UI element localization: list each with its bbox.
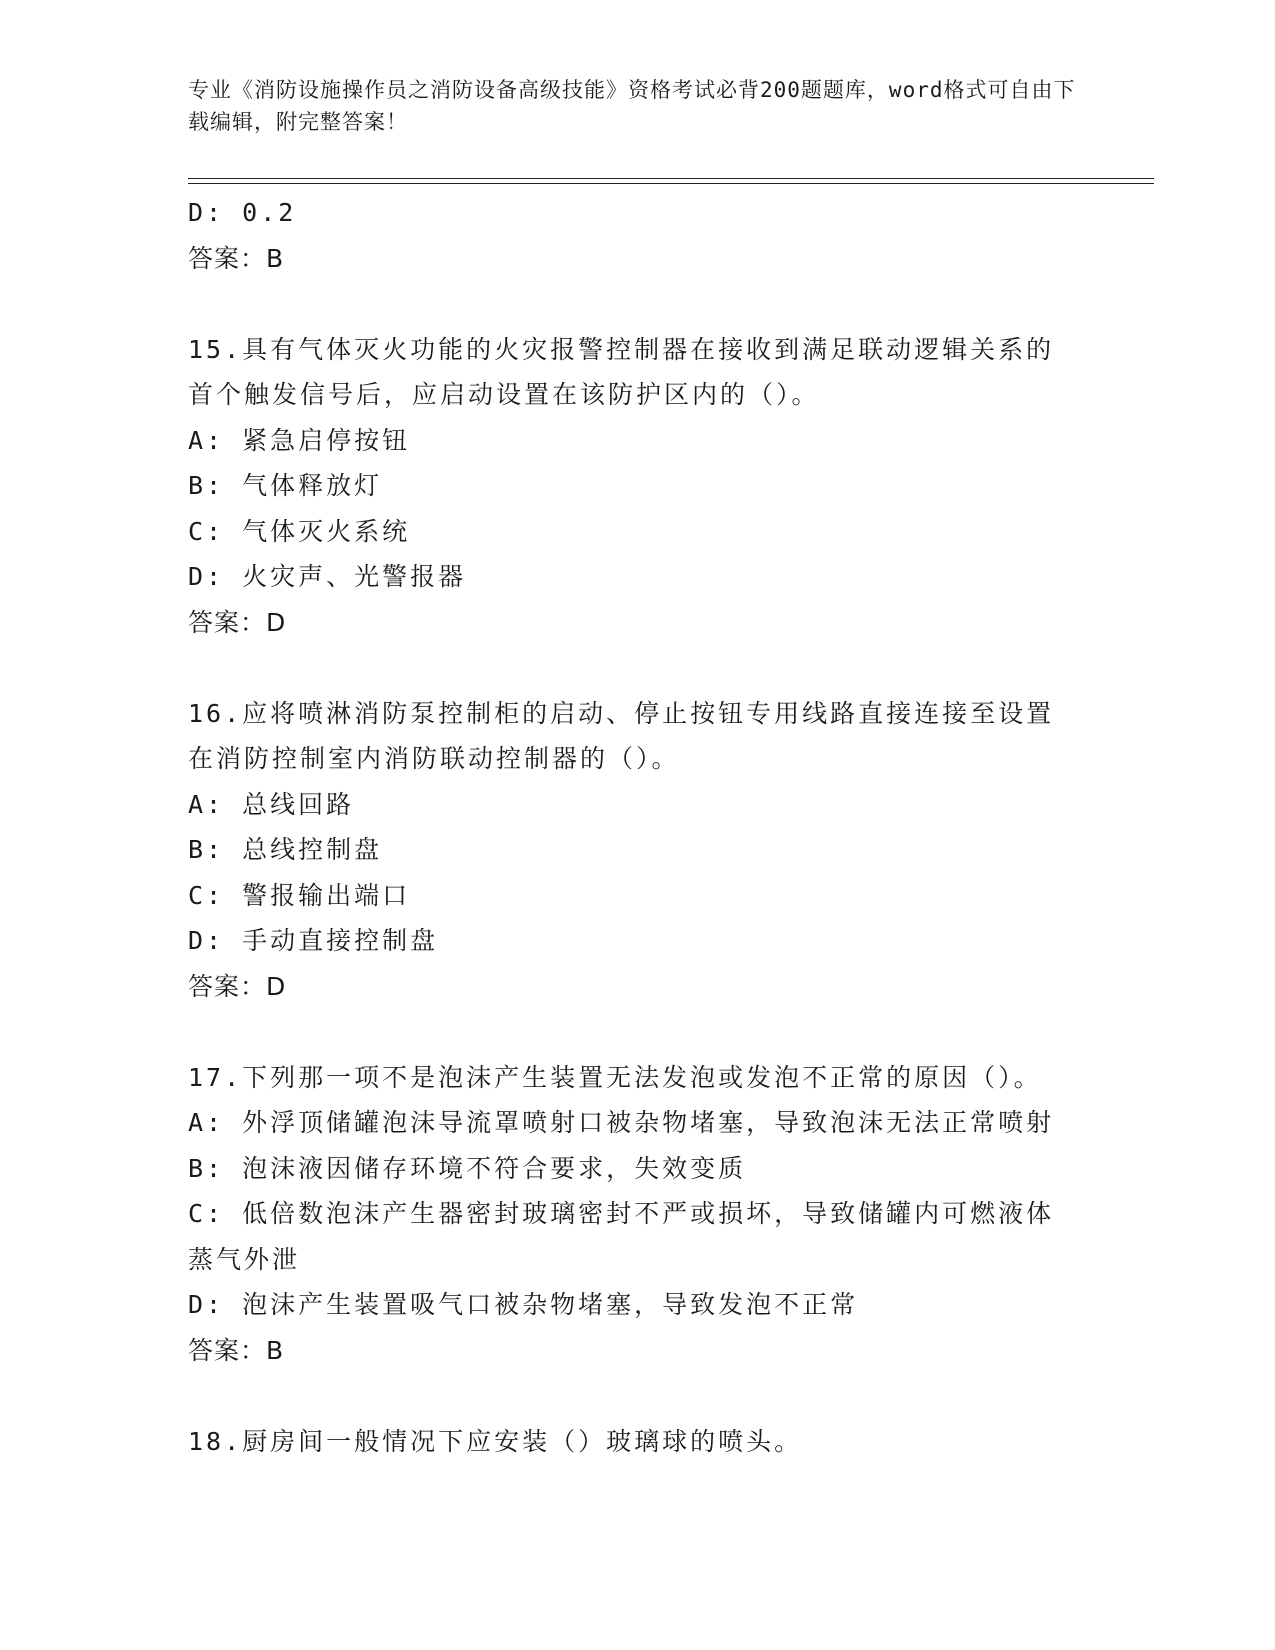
document-header: 专业《消防设施操作员之消防设备高级技能》资格考试必背200题题库，word格式可自由下载编辑，附完整答案！	[188, 78, 1076, 134]
prev-answer: 答案：B	[188, 243, 285, 273]
question-16-stem: 16.应将喷淋消防泵控制柜的启动、停止按钮专用线路直接连接至设置在消防控制室内消防联动控制器的（）。	[188, 698, 1055, 773]
question-15-option-a: A: 紧急启停按钮	[188, 425, 411, 455]
question-list	[188, 190, 1088, 1464]
question-18-stem: 18.厨房间一般情况下应安装（）玻璃球的喷头。	[188, 1426, 803, 1456]
question-15-answer: 答案：D	[188, 607, 287, 637]
question-16-option-c: C: 警报输出端口	[188, 880, 411, 910]
question-15-stem: 15.具有气体灭火功能的火灾报警控制器在接收到满足联动逻辑关系的首个触发信号后，应启动设置在该防护区内的（）。	[188, 334, 1055, 409]
question-16-option-b: B: 总线控制盘	[188, 835, 383, 864]
question-16-answer: 答案：D	[188, 971, 287, 1001]
prev-option-d: D: 0.2	[188, 198, 297, 227]
question-16-option-a: A: 总线回路	[188, 789, 355, 819]
question-17-stem: 17.下列那一项不是泡沫产生装置无法发泡或发泡不正常的原因（）。	[188, 1062, 1042, 1092]
question-17-option-d: D: 泡沫产生装置吸气口被杂物堵塞，导致发泡不正常	[188, 1290, 859, 1319]
question-17-answer: 答案：B	[188, 1335, 285, 1365]
header-rule-bottom	[188, 183, 1154, 184]
question-15-option-d: D: 火灾声、光警报器	[188, 562, 467, 591]
question-15-option-b: B: 气体释放灯	[188, 471, 383, 500]
header-rule-top	[188, 178, 1154, 179]
question-16-option-d: D: 手动直接控制盘	[188, 926, 439, 955]
question-17-option-c: C: 低倍数泡沫产生器密封玻璃密封不严或损坏，导致储罐内可燃液体蒸气外泄	[188, 1199, 1055, 1274]
question-15-option-c: C: 气体灭火系统	[188, 516, 411, 546]
question-17-option-a: A: 外浮顶储罐泡沫导流罩喷射口被杂物堵塞，导致泡沫无法正常喷射	[188, 1108, 1055, 1137]
question-17-option-b: B: 泡沫液因储存环境不符合要求，失效变质	[188, 1153, 747, 1183]
